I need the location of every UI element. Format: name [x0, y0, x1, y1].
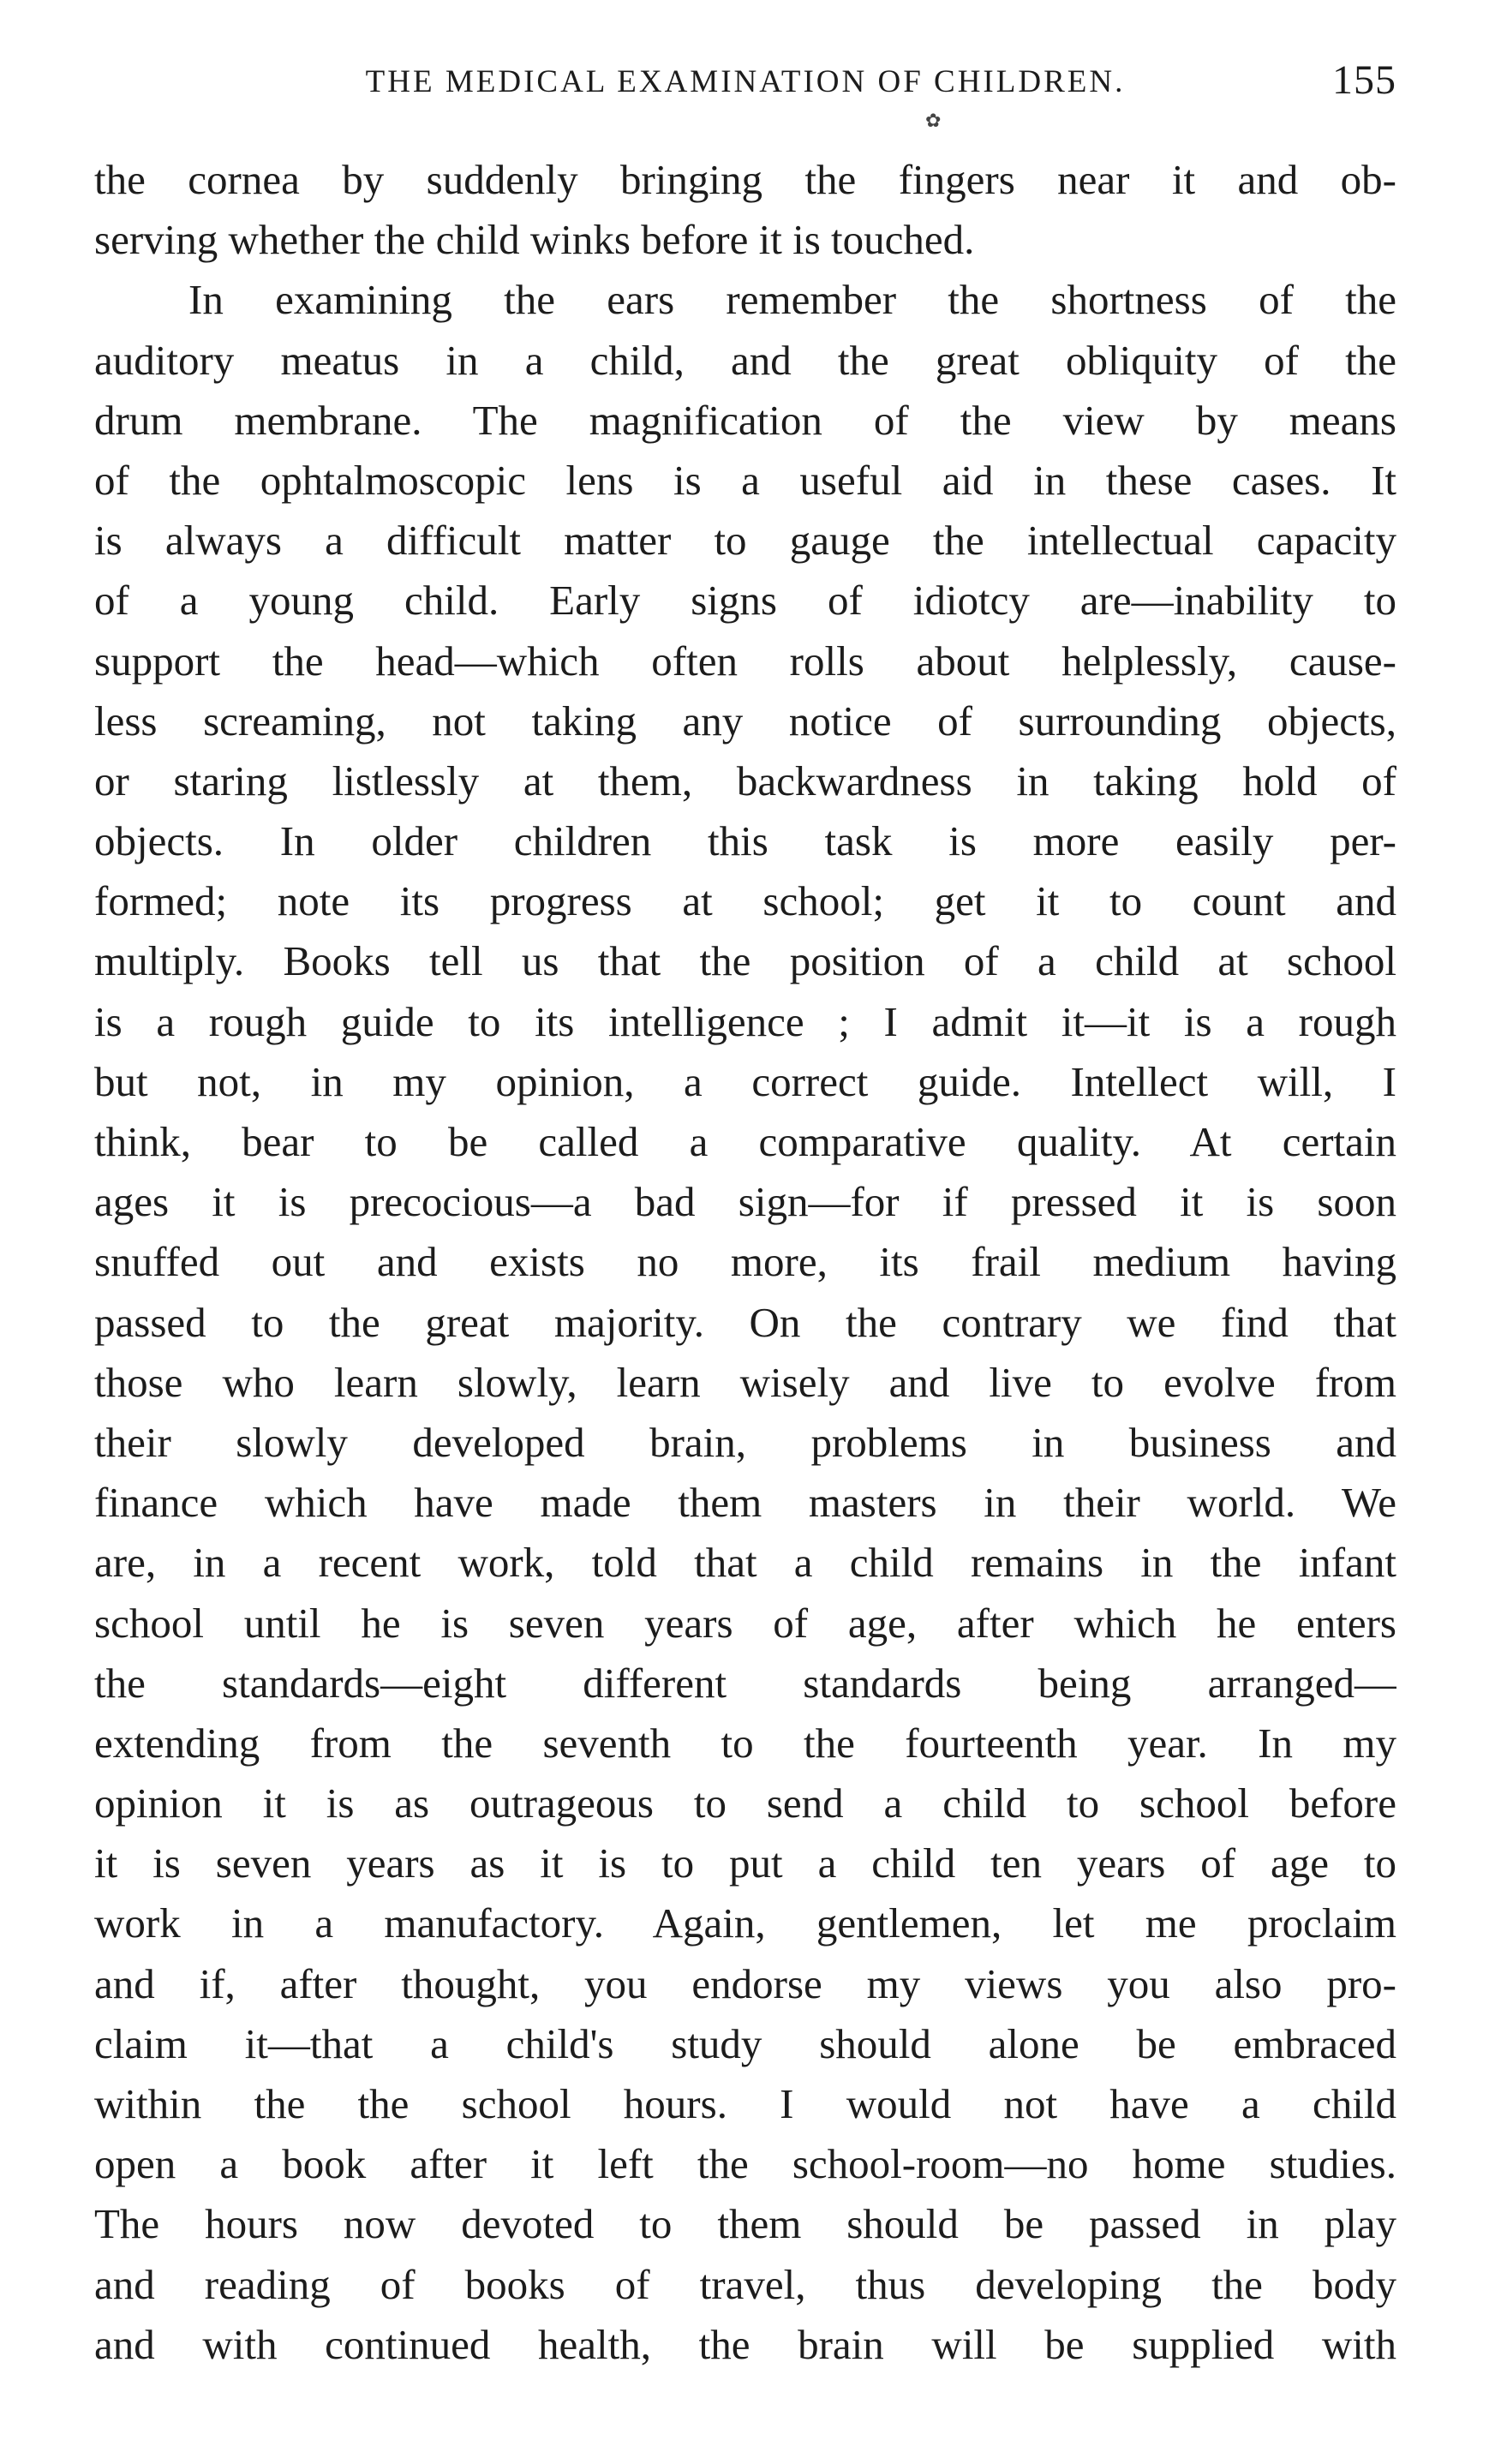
- text-line: the cornea by suddenly bringing the fingers near it and ob-: [94, 156, 1396, 203]
- text-line: of a young child. Early signs of idiotcy are—inability to: [94, 577, 1396, 625]
- text-line: their slowly developed brain, problems in business and: [94, 1418, 1396, 1466]
- text-line: objects. In older children this task is more easily per-: [94, 817, 1396, 865]
- text-line: formed; note its progress at school; get it to count and: [94, 877, 1396, 925]
- text-line: or staring listlessly at them, backwardness in taking hold of: [94, 757, 1396, 804]
- text-line: is always a difficult matter to gauge the intellectual capacity: [94, 517, 1396, 565]
- text-line: drum membrane. The magnification of the view by means: [94, 396, 1396, 444]
- text-line: auditory meatus in a child, and the great obliquity of the: [94, 336, 1396, 384]
- text-line: is a rough guide to its intelligence ; I admit it—it is a rough: [94, 997, 1396, 1045]
- text-line: support the head—which often rolls about helplessly, cause-: [94, 637, 1396, 685]
- text-line: open a book after it left the school-room—no home studies.: [94, 2140, 1396, 2188]
- text-line: serving whether the child winks before it is touched.: [94, 216, 975, 264]
- text-line: the standards—eight different standards being arranged—: [94, 1659, 1396, 1707]
- text-line: work in a manufactory. Again, gentlemen, let me proclaim: [94, 1899, 1396, 1947]
- text-line: and if, after thought, you endorse my views you also pro-: [94, 1959, 1396, 2007]
- text-line: passed to the great majority. On the contrary we find that: [94, 1298, 1396, 1346]
- text-line: ages it is precocious—a bad sign—for if pressed it is soon: [94, 1178, 1396, 1226]
- text-line: opinion it is as outrageous to send a child to school before: [94, 1779, 1396, 1827]
- text-line: it is seven years as it is to put a child ten years of age to: [94, 1839, 1396, 1887]
- running-head: [94, 51, 1396, 113]
- text-line: and reading of books of travel, thus developing the body: [94, 2260, 1396, 2308]
- text-line: snuffed out and exists no more, its frail medium having: [94, 1238, 1396, 1286]
- text-line: within the the school hours. I would not have a child: [94, 2080, 1396, 2127]
- body-text: [94, 150, 1396, 2375]
- text-line: and with continued health, the brain will be supplied with: [94, 2320, 1396, 2368]
- ornament-mark: ✿: [925, 110, 942, 131]
- text-line: are, in a recent work, told that a child remains in the infant: [94, 1539, 1396, 1587]
- page-number: 155: [1332, 57, 1396, 103]
- text-line: multiply. Books tell us that the position of a child at school: [94, 937, 1396, 985]
- text-line: but not, in my opinion, a correct guide. Intellect will, I: [94, 1057, 1396, 1105]
- text-line: less screaming, not taking any notice of surrounding objects,: [94, 697, 1396, 745]
- text-line: think, bear to be called a comparative quality. At certain: [94, 1118, 1396, 1165]
- running-title: THE MEDICAL EXAMINATION OF CHILDREN.: [365, 64, 1126, 99]
- text-line: claim it—that a child's study should alone be embraced: [94, 2019, 1396, 2067]
- text-line: school until he is seven years of age, after which he enters: [94, 1599, 1396, 1647]
- text-line: those who learn slowly, learn wisely and live to evolve from: [94, 1358, 1396, 1406]
- text-line: of the ophtalmoscopic lens is a useful aid in these cases. It: [94, 456, 1396, 504]
- text-line: extending from the seventh to the fourteenth year. In my: [94, 1719, 1396, 1767]
- text-line: finance which have made them masters in their world. We: [94, 1479, 1396, 1527]
- text-line: In examining the ears remember the shortness of the: [188, 276, 1396, 324]
- text-line: The hours now devoted to them should be passed in play: [94, 2200, 1396, 2248]
